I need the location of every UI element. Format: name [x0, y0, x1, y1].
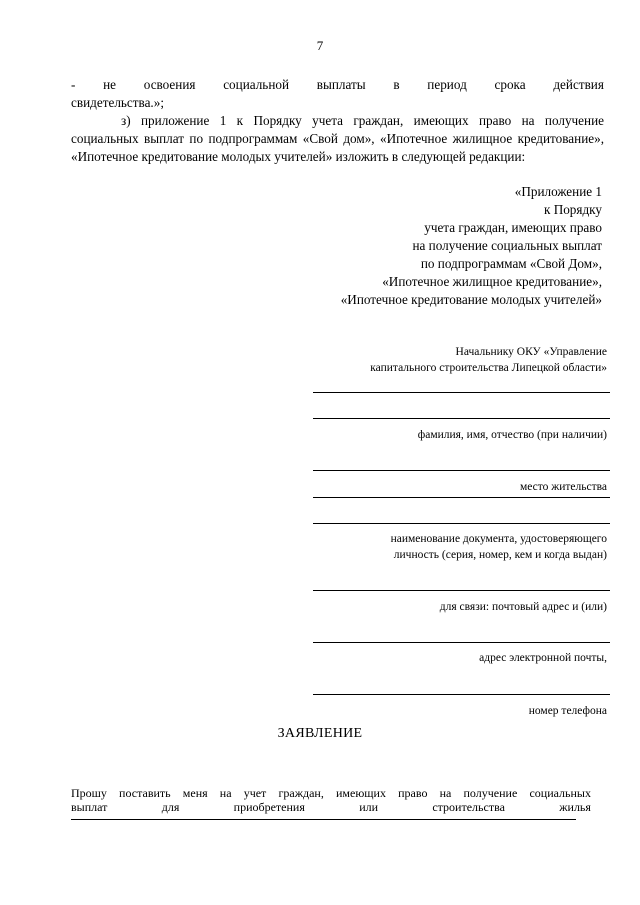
word: действия [553, 77, 604, 92]
blank-line-residence-2 [313, 497, 610, 498]
page-number: 7 [316, 38, 324, 53]
blank-line-phone [313, 694, 610, 695]
blank-line-addressee [313, 392, 610, 393]
word: приобретения [233, 800, 305, 814]
paragraph-clause-end [71, 76, 604, 112]
word: выплаты [316, 77, 366, 92]
blank-line-document [313, 523, 610, 524]
addressee-block [370, 344, 607, 376]
word: - [71, 77, 76, 92]
statement-line-1: Прошу поставить меня на учет граждан, имеющих право на получение социальных [71, 786, 591, 800]
statement-blank-line [71, 819, 576, 820]
addressee-line: капитального строительства Липецкой области» [370, 362, 607, 374]
caption-document-1: наименование документа, удостоверяющего [390, 533, 607, 545]
word: в [393, 77, 400, 92]
statement-line-2 [71, 800, 591, 814]
blank-line-residence-1 [313, 470, 610, 471]
appendix-line: «Ипотечное кредитование молодых учителей» [340, 292, 602, 307]
word: срока [494, 77, 526, 92]
appendix-line: учета граждан, имеющих право [424, 220, 602, 235]
caption-phone: номер телефона [528, 705, 607, 717]
blank-line-fio [313, 418, 610, 419]
appendix-line: к Порядку [543, 202, 602, 217]
word: выплат [71, 800, 108, 814]
caption-fio: фамилия, имя, отчество (при наличии) [417, 429, 607, 441]
appendix-line: «Ипотечное жилищное кредитование», [382, 274, 602, 289]
appendix-line: «Приложение 1 [514, 184, 602, 199]
appendix-header [341, 183, 602, 309]
word: жилья [559, 800, 591, 814]
appendix-line: по подпрограммам «Свой Дом», [420, 256, 602, 271]
document-title: ЗАЯВЛЕНИЕ [277, 726, 363, 741]
word: или [359, 800, 379, 814]
caption-email: адрес электронной почты, [479, 652, 607, 664]
addressee-line: Начальнику ОКУ «Управление [455, 346, 607, 358]
word: освоения [143, 77, 196, 92]
appendix-line: на получение социальных выплат [412, 238, 602, 253]
clause-line-1 [71, 76, 604, 94]
word: социальной [223, 77, 290, 92]
clause-line-2: свидетельства.»; [71, 95, 164, 110]
word: для [161, 800, 180, 814]
caption-document-2: личность (серия, номер, кем и когда выдан) [393, 549, 607, 561]
caption-residence: место жительства [520, 481, 607, 493]
word: строительства [432, 800, 505, 814]
caption-postal: для связи: почтовый адрес и (или) [439, 601, 607, 613]
word: не [103, 77, 117, 92]
blank-line-postal [313, 590, 610, 591]
paragraph-amendment: з) приложение 1 к Порядку учета граждан, имеющих право на получение социальных выплат по подпрограммам «Свой дом», «Ипотечное жилищное кредитование», «Ипотечное кредитование молодых учителей» изложить в следующей редакции: [71, 113, 604, 164]
blank-line-email [313, 642, 610, 643]
word: период [427, 77, 467, 92]
